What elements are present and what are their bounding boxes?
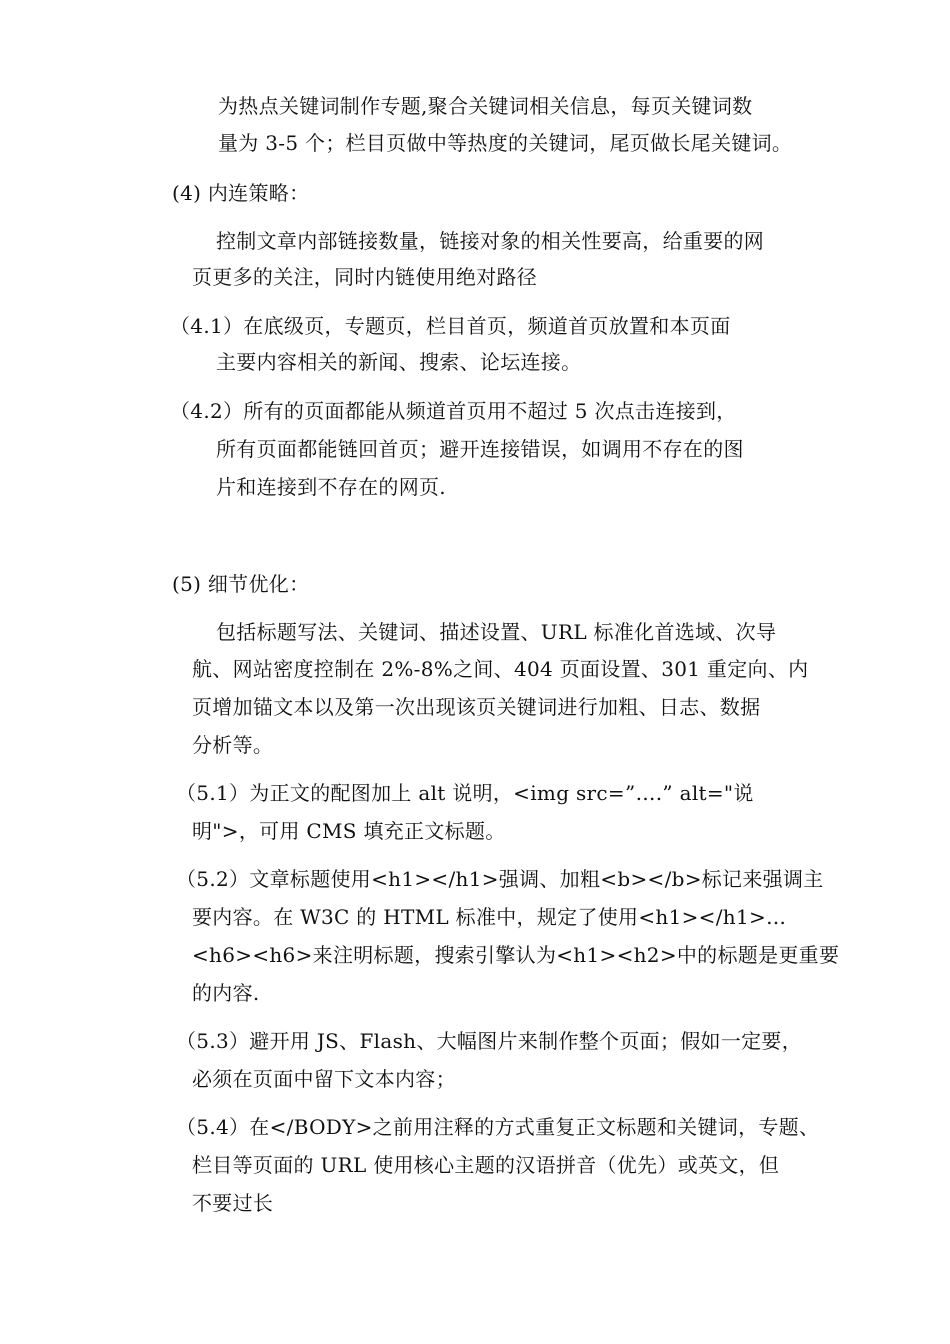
list-item-5-3-cont: 必须在页面中留下文本内容；	[192, 1067, 456, 1091]
paragraph-line: 为热点关键词制作专题,聚合关键词相关信息，每页关键词数	[218, 94, 753, 118]
list-item-5-2: （5.2）文章标题使用<h1></h1>强调、加粗<b></b>标记来强调主	[176, 867, 824, 891]
list-item-5-3: （5.3）避开用 JS、Flash、大幅图片来制作整个页面；假如一定要，	[176, 1029, 803, 1053]
list-item-4-2-cont: 所有页面都能链回首页；避开连接错误，如调用不存在的图	[216, 437, 744, 461]
paragraph-line: 量为 3-5 个；栏目页做中等热度的关键词，尾页做长尾关键词。	[218, 131, 793, 155]
list-item-5-2-cont: <h6><h6>来注明标题，搜索引擎认为<h1><h2>中的标题是更重要	[192, 943, 840, 967]
list-item-4-1: （4.1）在底级页，专题页，栏目首页，频道首页放置和本页面	[170, 314, 731, 338]
list-item-4-2-cont: 片和连接到不存在的网页.	[216, 475, 446, 499]
paragraph-line: 包括标题写法、关键词、描述设置、URL 标准化首选域、次导	[216, 620, 777, 644]
paragraph-line: 航、网站密度控制在 2%-8%之间、404 页面设置、301 重定向、内	[192, 657, 809, 681]
list-item-5-4-cont: 栏目等页面的 URL 使用核心主题的汉语拼音（优先）或英文，但	[192, 1153, 780, 1177]
paragraph-line: 控制文章内部链接数量，链接对象的相关性要高，给重要的网	[216, 229, 765, 253]
list-item-5-1: （5.1）为正文的配图加上 alt 说明，<img src=”….” alt="说	[176, 781, 754, 805]
section-heading-5: (5) 细节优化：	[172, 572, 310, 596]
list-item-5-4-cont: 不要过长	[192, 1191, 274, 1215]
list-item-5-2-cont: 要内容。在 W3C 的 HTML 标准中，规定了使用<h1></h1>…	[192, 905, 787, 929]
list-item-5-1-cont: 明">，可用 CMS 填充正文标题。	[192, 819, 506, 843]
list-item-4-2: （4.2）所有的页面都能从频道首页用不超过 5 次点击连接到，	[170, 399, 737, 423]
list-item-5-2-cont: 的内容.	[192, 981, 260, 1005]
paragraph-line: 页增加锚文本以及第一次出现该页关键词进行加粗、日志、数据	[192, 695, 761, 719]
paragraph-line: 分析等。	[192, 733, 274, 757]
paragraph-line: 页更多的关注，同时内链使用绝对路径	[192, 265, 538, 289]
list-item-5-4: （5.4）在</BODY>之前用注释的方式重复正文标题和关键词，专题、	[176, 1115, 820, 1139]
section-heading-4: (4) 内连策略：	[172, 181, 310, 205]
list-item-4-1-cont: 主要内容相关的新闻、搜索、论坛连接。	[216, 350, 582, 374]
